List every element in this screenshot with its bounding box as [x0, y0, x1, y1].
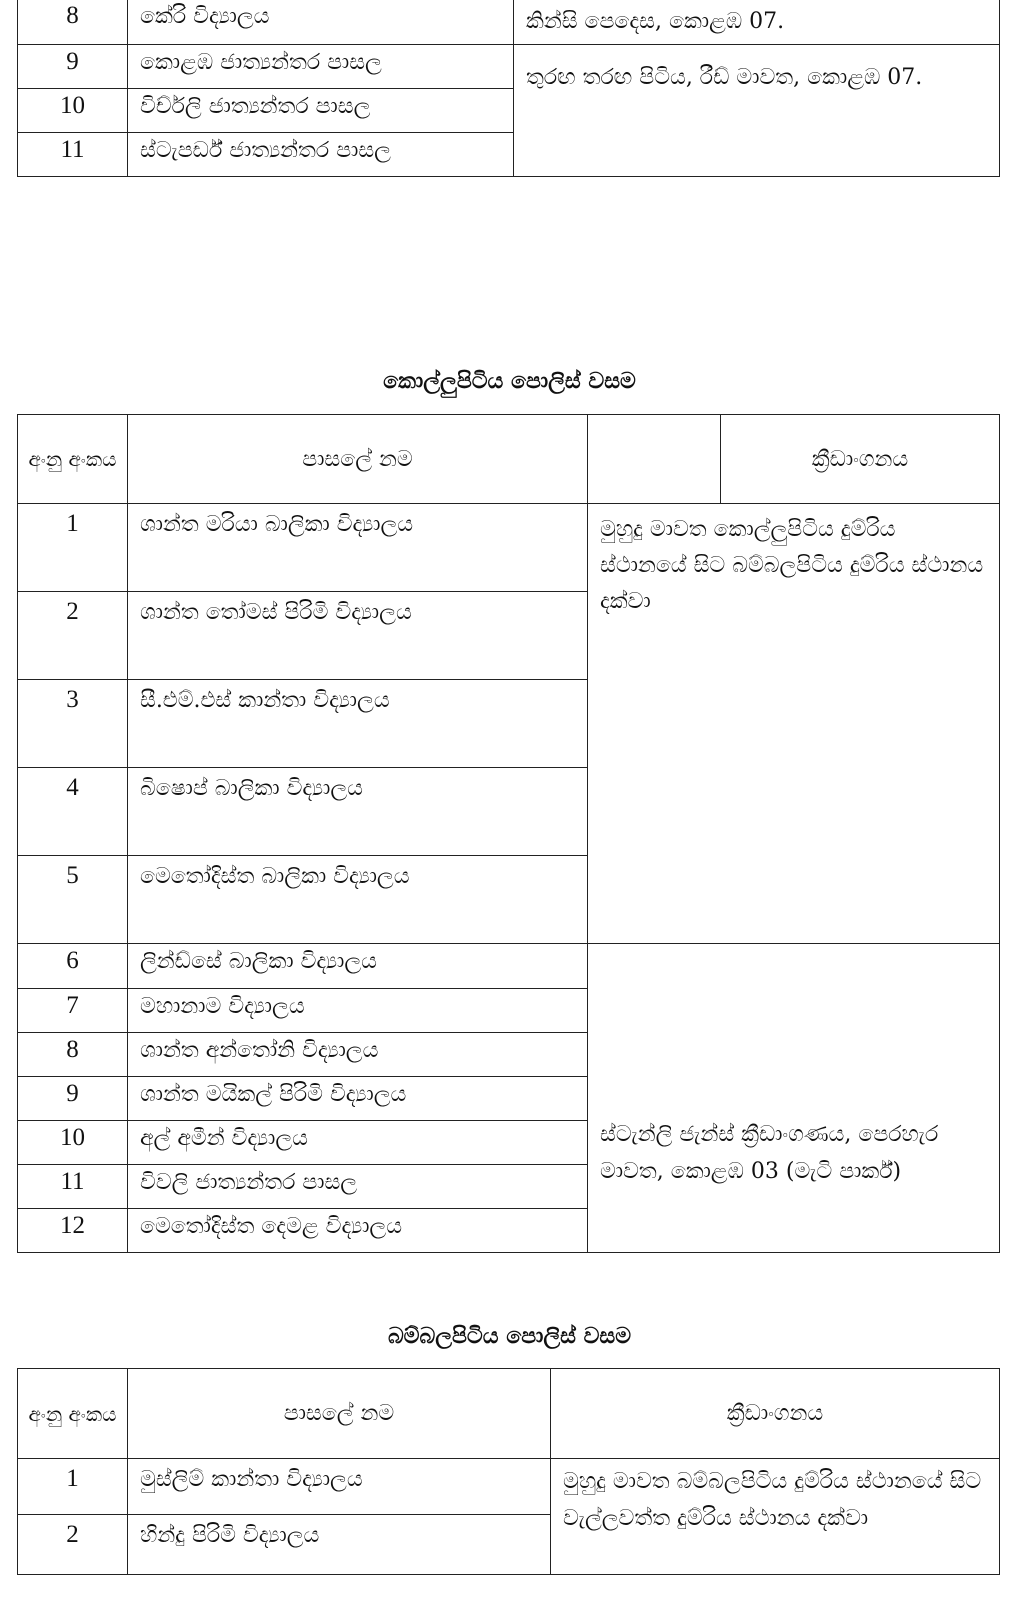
school-name: හින්දු පිරිමි විද්‍යාලය: [128, 1515, 551, 1575]
school-name: සී.එම්.එස් කාන්තා විද්‍යාලය: [128, 680, 588, 768]
table-row: [18, 944, 1000, 989]
school-name: මහානාම විද්‍යාලය: [128, 989, 588, 1033]
ground-location: මුහුදු මාවත කොල්ලුපිටිය දුම්රිය ස්ථානයේ සිට බම්බලපිටිය දුම්රිය ස්ථානය දක්වා: [588, 504, 1000, 944]
row-number: 5: [18, 856, 128, 944]
row-number: 8: [18, 1033, 128, 1077]
bambalapitiya-schools-table: [17, 1368, 1000, 1575]
row-number: 11: [18, 133, 128, 177]
header-number: අංනු අංකය: [18, 415, 128, 504]
school-name: ශාන්ත මයිකල් පිරිමි විද්‍යාලය: [128, 1077, 588, 1121]
top-schools-table: [17, 0, 1000, 177]
row-number: 1: [18, 504, 128, 592]
school-name: කොළඹ ජාත්‍යන්තර පාසල: [128, 45, 514, 89]
school-name: විවලි ජාත්‍යන්තර පාසල: [128, 1165, 588, 1209]
row-number: 9: [18, 45, 128, 89]
header-school-name: පාසලේ නම: [128, 415, 588, 504]
school-name: බිෂොප් බාලිකා විද්‍යාලය: [128, 768, 588, 856]
school-name: ශාන්ත අන්තෝනි විද්‍යාලය: [128, 1033, 588, 1077]
school-name: අල් අමීන් විද්‍යාලය: [128, 1121, 588, 1165]
ground-location: ස්ටැන්ලි ජැන්ස් ක්‍රීඩාංගණය, පෙරහැර මාවත, කොළඹ 03 (මැටි පාර්ක්): [588, 944, 1000, 1253]
school-name: ලින්ඩ්සේ බාලිකා විද්‍යාලය: [128, 944, 588, 989]
row-number: 10: [18, 89, 128, 133]
header-number: අංනු අංකය: [18, 1369, 128, 1459]
school-name: මුස්ලිම් කාන්තා විද්‍යාලය: [128, 1459, 551, 1515]
table-header-row: [18, 1369, 1000, 1459]
row-number: 7: [18, 989, 128, 1033]
row-number: 11: [18, 1165, 128, 1209]
school-name: ශාන්ත තෝමස් පිරිමි විද්‍යාලය: [128, 592, 588, 680]
school-name: මෙතෝදිස්ත බාලිකා විද්‍යාලය: [128, 856, 588, 944]
header-blank: [588, 415, 721, 504]
school-name: ශාන්ත මරියා බාලිකා විද්‍යාලය: [128, 504, 588, 592]
header-ground: ක්‍රීඩාංගනය: [721, 415, 1000, 504]
header-ground: ක්‍රීඩාංගනය: [551, 1369, 1000, 1459]
row-number: 10: [18, 1121, 128, 1165]
ground-location: තුරඟ තරඟ පිටිය, රීඩ් මාවත, කොළඹ 07.: [514, 45, 1000, 177]
row-number: 6: [18, 944, 128, 989]
table-header-row: [18, 415, 1000, 504]
bambalapitiya-section-title: බම්බලපිටිය පොලිස් වසම: [387, 1323, 632, 1349]
header-school-name: පාසලේ නම: [128, 1369, 551, 1459]
row-number: 12: [18, 1209, 128, 1253]
school-name: මෙතෝදිස්ත දෙමළ විද්‍යාලය: [128, 1209, 588, 1253]
ground-location: මුහුදු මාවත බම්බලපිටිය දුම්රිය ස්ථානයේ සිට වැල්ලවත්ත දුම්රිය ස්ථානය දක්වා: [551, 1459, 1000, 1575]
kollupitiya-schools-table: [17, 414, 1000, 1253]
table-row: [18, 504, 1000, 592]
table-row: [18, 1459, 1000, 1515]
kollupitiya-section-title: කොල්ලුපිටිය පොලිස් වසම: [383, 368, 636, 394]
row-number: 2: [18, 592, 128, 680]
table-row: [18, 0, 1000, 45]
school-name: කේරි විද්‍යාලය: [128, 0, 514, 45]
row-number: 4: [18, 768, 128, 856]
ground-location: කින්සි පෙදෙස, කොළඹ 07.: [514, 0, 1000, 45]
row-number: 9: [18, 1077, 128, 1121]
school-name: ස්ටැපර්ඩ් ජාත්‍යන්තර පාසල: [128, 133, 514, 177]
table-row: [18, 45, 1000, 89]
school-name: විච්ර්ලි ජාත්‍යන්තර පාසල: [128, 89, 514, 133]
row-number: 2: [18, 1515, 128, 1575]
row-number: 8: [18, 0, 128, 45]
row-number: 1: [18, 1459, 128, 1515]
row-number: 3: [18, 680, 128, 768]
